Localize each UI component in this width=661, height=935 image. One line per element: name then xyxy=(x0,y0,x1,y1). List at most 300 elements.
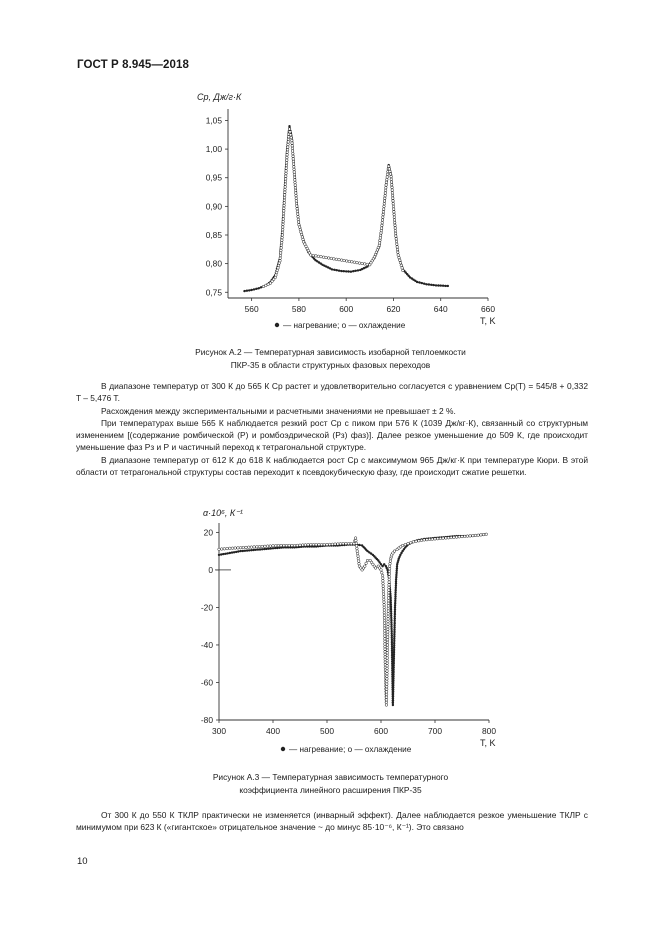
data-point xyxy=(374,567,377,570)
data-point xyxy=(392,684,394,686)
data-point xyxy=(270,547,272,549)
data-point xyxy=(390,612,392,614)
data-point xyxy=(282,226,285,229)
data-point xyxy=(390,617,392,619)
data-point xyxy=(397,254,400,257)
data-point xyxy=(388,578,391,581)
data-point xyxy=(285,164,288,167)
data-point xyxy=(392,673,394,675)
data-point xyxy=(391,641,393,643)
data-point xyxy=(352,270,354,272)
data-point xyxy=(394,229,397,232)
data-point xyxy=(261,548,263,550)
data-point xyxy=(224,553,226,555)
data-point xyxy=(390,178,393,181)
figure-a3-caption xyxy=(0,771,661,796)
data-point xyxy=(264,545,267,548)
data-point xyxy=(354,270,356,272)
data-point xyxy=(383,563,385,565)
data-point xyxy=(353,261,356,264)
data-point xyxy=(295,192,298,195)
data-point xyxy=(284,186,287,189)
data-point xyxy=(463,535,466,538)
data-point xyxy=(285,544,288,547)
data-point xyxy=(237,550,239,552)
data-point xyxy=(393,626,395,628)
data-point xyxy=(387,618,390,621)
data-point xyxy=(392,200,395,203)
data-point xyxy=(285,172,288,175)
data-point xyxy=(400,264,403,267)
data-point xyxy=(445,537,448,540)
data-point xyxy=(391,632,393,634)
data-point xyxy=(292,155,295,158)
data-point xyxy=(364,565,367,568)
data-point xyxy=(388,586,391,589)
data-point xyxy=(356,547,359,550)
data-point xyxy=(395,585,397,587)
data-point xyxy=(250,549,252,551)
data-point xyxy=(348,260,351,263)
data-point xyxy=(397,251,400,254)
data-point xyxy=(383,614,386,617)
data-point xyxy=(347,542,350,545)
data-point xyxy=(337,543,340,546)
data-point xyxy=(235,551,237,553)
data-point xyxy=(391,194,394,197)
data-point xyxy=(233,551,235,553)
data-point xyxy=(382,213,385,216)
data-point xyxy=(356,261,359,264)
data-point xyxy=(386,672,389,675)
data-point xyxy=(390,608,392,610)
document-header: ГОСТ Р 8.945—2018 xyxy=(77,59,189,71)
data-point xyxy=(288,544,291,547)
data-point xyxy=(326,543,329,546)
data-point xyxy=(382,596,385,599)
data-point xyxy=(365,562,368,565)
data-point xyxy=(253,288,255,290)
data-point xyxy=(395,578,397,580)
data-point xyxy=(286,154,289,157)
data-point xyxy=(312,543,315,546)
data-point xyxy=(382,590,385,593)
data-point xyxy=(396,246,399,249)
data-point xyxy=(299,228,302,231)
data-point xyxy=(388,568,391,571)
x-tick-label: 800 xyxy=(482,726,496,736)
data-point xyxy=(386,652,389,655)
data-point xyxy=(425,283,427,285)
data-point xyxy=(421,282,423,284)
data-point xyxy=(391,647,393,649)
data-point xyxy=(394,224,397,227)
data-point xyxy=(395,587,397,589)
series-охлаждение xyxy=(262,128,404,288)
data-point xyxy=(395,235,398,238)
data-point xyxy=(384,638,387,641)
data-point xyxy=(382,593,385,596)
data-point xyxy=(447,537,450,540)
data-point xyxy=(297,218,300,221)
data-point xyxy=(282,212,285,215)
data-point xyxy=(431,538,434,541)
data-point xyxy=(253,546,256,549)
data-point xyxy=(383,202,386,205)
data-point xyxy=(388,168,391,171)
data-point xyxy=(331,268,333,270)
data-point xyxy=(386,665,389,668)
data-point xyxy=(391,639,393,641)
data-point xyxy=(255,546,258,549)
data-point xyxy=(323,543,326,546)
data-point xyxy=(390,615,392,617)
series-охлаждение xyxy=(218,533,488,706)
tklr-plot-area xyxy=(218,533,488,706)
data-point xyxy=(382,580,385,583)
cp-x-axis-label: T, K xyxy=(480,316,496,326)
tklr-legend xyxy=(281,745,412,754)
data-point xyxy=(229,552,231,554)
data-point xyxy=(291,544,294,547)
data-point xyxy=(389,170,392,173)
data-point xyxy=(350,271,352,273)
tklr-chart xyxy=(0,500,661,765)
data-point xyxy=(394,600,396,602)
data-point xyxy=(294,189,297,192)
data-point xyxy=(285,170,288,173)
data-point xyxy=(388,570,391,573)
x-tick-label: 640 xyxy=(433,304,448,314)
data-point xyxy=(382,211,385,214)
data-point xyxy=(381,571,384,574)
data-point xyxy=(387,620,390,623)
data-point xyxy=(259,548,261,550)
data-point xyxy=(393,642,395,644)
data-point xyxy=(293,168,296,171)
data-point xyxy=(386,659,389,662)
data-point xyxy=(434,538,437,541)
data-point xyxy=(385,704,388,707)
data-point xyxy=(399,259,402,262)
data-point xyxy=(292,160,295,163)
data-point xyxy=(284,188,287,191)
data-point xyxy=(247,546,250,549)
data-point xyxy=(485,533,488,536)
x-tick-label: 600 xyxy=(374,726,388,736)
y-tick-label: -40 xyxy=(200,639,213,650)
data-point xyxy=(383,200,386,203)
data-point xyxy=(391,189,394,192)
data-point xyxy=(294,181,297,184)
paragraph-2: Расхождения между экспериментальными и расчетными значениями не превышает ± 2 %. xyxy=(101,405,456,416)
data-point xyxy=(415,540,418,543)
data-point xyxy=(386,670,389,673)
data-point xyxy=(287,146,290,149)
data-point xyxy=(242,546,245,549)
data-point xyxy=(480,534,483,537)
data-point xyxy=(386,675,389,678)
data-point xyxy=(383,205,386,208)
data-point xyxy=(381,574,384,577)
data-point xyxy=(383,624,386,627)
data-point xyxy=(263,548,265,550)
data-point xyxy=(390,623,392,625)
y-tick-label: 1,05 xyxy=(205,115,222,126)
data-point xyxy=(302,238,305,241)
data-point xyxy=(387,594,390,597)
data-point xyxy=(420,539,423,542)
data-point xyxy=(385,696,388,699)
data-point xyxy=(385,186,388,189)
x-tick-label: 560 xyxy=(244,304,259,314)
data-point xyxy=(312,254,315,257)
tklr-legend-filled-marker-icon xyxy=(281,747,285,751)
data-point xyxy=(388,573,391,576)
data-point xyxy=(418,281,420,283)
data-point xyxy=(401,544,404,547)
y-tick-label: 0,80 xyxy=(205,258,222,269)
data-point xyxy=(383,619,386,622)
data-point xyxy=(396,570,398,572)
x-tick-label: 300 xyxy=(212,726,226,736)
data-point xyxy=(395,582,397,584)
data-point xyxy=(357,555,360,558)
data-point xyxy=(283,207,286,210)
data-point xyxy=(287,143,290,146)
data-point xyxy=(310,543,313,546)
data-point xyxy=(292,163,295,166)
data-point xyxy=(477,534,480,537)
data-point xyxy=(388,581,391,584)
data-point xyxy=(386,683,389,686)
data-point xyxy=(351,261,354,264)
data-point xyxy=(383,617,386,620)
data-point xyxy=(395,576,397,578)
data-point xyxy=(248,289,250,291)
data-point xyxy=(269,545,272,548)
data-point xyxy=(393,653,395,655)
data-point xyxy=(220,553,222,555)
data-point xyxy=(439,537,442,540)
data-point xyxy=(393,216,396,219)
paragraph-5: От 300 К до 550 К ТКЛР практически не изменяется (инварный эффект). Далее наблюдается резкое уменьшение ТКЛР с минимумом при 623 К («гигантское» отрицательное значение ~ до минус 85·10⁻⁶, К⁻¹). Это связано xyxy=(76,810,588,833)
data-point xyxy=(394,622,396,624)
data-point xyxy=(277,544,280,547)
data-point xyxy=(383,604,386,607)
data-point xyxy=(389,173,392,176)
data-point xyxy=(294,187,297,190)
data-point xyxy=(296,544,299,547)
figure-a3-caption-line2: коэффициента линейного расширения ПКР-35 xyxy=(239,784,422,795)
data-point xyxy=(442,285,444,287)
data-point xyxy=(293,173,296,176)
data-point xyxy=(291,150,294,153)
data-point xyxy=(390,626,392,628)
data-point xyxy=(355,542,358,545)
data-point xyxy=(474,534,477,537)
data-point xyxy=(286,148,289,151)
data-point xyxy=(437,284,439,286)
data-point xyxy=(383,630,386,633)
data-point xyxy=(380,227,383,230)
data-point xyxy=(266,545,269,548)
data-point xyxy=(393,219,396,222)
data-point xyxy=(386,667,389,670)
data-point xyxy=(260,286,262,288)
data-point xyxy=(392,202,395,205)
data-point xyxy=(244,550,246,552)
series-нагревание xyxy=(218,533,488,706)
data-point xyxy=(307,543,310,546)
data-point xyxy=(386,680,389,683)
data-point xyxy=(382,582,385,585)
data-point xyxy=(292,152,295,155)
data-point xyxy=(383,611,386,614)
data-point xyxy=(285,162,288,165)
data-point xyxy=(280,544,283,547)
tklr-axes xyxy=(219,523,489,720)
data-point xyxy=(385,691,388,694)
data-point xyxy=(384,643,387,646)
data-point xyxy=(393,629,395,631)
data-point xyxy=(331,543,334,546)
data-point xyxy=(291,145,294,148)
data-point xyxy=(385,688,388,691)
series-line xyxy=(219,534,486,705)
data-point xyxy=(396,567,398,569)
data-point xyxy=(283,204,286,207)
data-point xyxy=(218,548,221,551)
data-point xyxy=(347,270,349,272)
data-point xyxy=(357,269,359,271)
data-point xyxy=(318,543,321,546)
data-point xyxy=(366,559,369,562)
data-point xyxy=(392,669,394,671)
data-point xyxy=(386,638,389,641)
data-point xyxy=(284,180,287,183)
data-point xyxy=(246,290,248,292)
data-point xyxy=(378,242,381,245)
data-point xyxy=(394,606,396,608)
data-point xyxy=(279,254,282,257)
y-tick-label: -80 xyxy=(200,715,213,725)
data-point xyxy=(393,213,396,216)
data-point xyxy=(393,633,395,635)
data-point xyxy=(379,234,382,237)
data-point xyxy=(394,604,396,606)
data-point xyxy=(356,550,359,553)
data-point xyxy=(423,283,425,285)
data-point xyxy=(394,593,396,595)
data-point xyxy=(394,609,396,611)
data-point xyxy=(333,258,336,261)
data-point xyxy=(396,243,399,246)
data-point xyxy=(388,576,391,579)
data-point xyxy=(412,541,415,544)
data-point xyxy=(282,215,285,218)
data-point xyxy=(340,270,342,272)
data-point xyxy=(384,645,387,648)
data-point xyxy=(382,588,385,591)
data-point xyxy=(395,589,397,591)
data-point xyxy=(279,257,282,260)
data-point xyxy=(383,606,386,609)
data-point xyxy=(395,580,397,582)
data-point xyxy=(297,215,300,218)
data-point xyxy=(386,633,389,636)
data-point xyxy=(386,646,389,649)
data-point xyxy=(336,269,338,271)
data-point xyxy=(343,270,345,272)
data-point xyxy=(295,200,298,203)
data-point xyxy=(272,545,275,548)
data-point xyxy=(315,543,318,546)
data-point xyxy=(383,632,386,635)
data-point xyxy=(289,134,292,137)
y-tick-label: -60 xyxy=(200,677,213,688)
data-point xyxy=(229,547,232,550)
data-point xyxy=(392,697,394,699)
data-point xyxy=(392,205,395,208)
data-point xyxy=(338,258,341,261)
y-tick-label: 20 xyxy=(203,527,213,538)
data-point xyxy=(394,615,396,617)
data-point xyxy=(248,549,250,551)
x-tick-label: 580 xyxy=(291,304,306,314)
data-point xyxy=(382,577,385,580)
data-point xyxy=(280,247,283,250)
data-point xyxy=(304,544,307,547)
data-point xyxy=(280,244,283,247)
data-point xyxy=(287,138,290,141)
data-point xyxy=(335,258,338,261)
data-point xyxy=(345,270,347,272)
data-point xyxy=(394,232,397,235)
data-point xyxy=(393,660,395,662)
data-point xyxy=(281,234,284,237)
data-point xyxy=(290,136,293,139)
data-point xyxy=(435,284,437,286)
data-point xyxy=(394,613,396,615)
data-point xyxy=(282,223,285,226)
data-point xyxy=(393,644,395,646)
data-point xyxy=(418,540,421,543)
data-point xyxy=(315,255,318,258)
x-tick-label: 660 xyxy=(481,304,495,314)
y-tick-label: 0,90 xyxy=(205,201,222,212)
data-point xyxy=(280,249,283,252)
data-point xyxy=(393,664,395,666)
data-point xyxy=(385,181,388,184)
data-point xyxy=(345,542,348,545)
data-point xyxy=(407,542,410,545)
cp-legend-filled-marker-icon xyxy=(275,323,279,327)
data-point xyxy=(380,229,383,232)
data-point xyxy=(295,194,298,197)
data-point xyxy=(283,544,286,547)
data-point xyxy=(390,175,393,178)
data-point xyxy=(288,125,290,127)
data-point xyxy=(286,151,289,154)
data-point xyxy=(281,228,284,231)
data-point xyxy=(386,178,389,181)
data-point xyxy=(447,285,449,287)
data-point xyxy=(455,536,458,539)
data-point xyxy=(393,221,396,224)
data-point xyxy=(357,560,360,563)
page-number: 10 xyxy=(77,856,88,867)
